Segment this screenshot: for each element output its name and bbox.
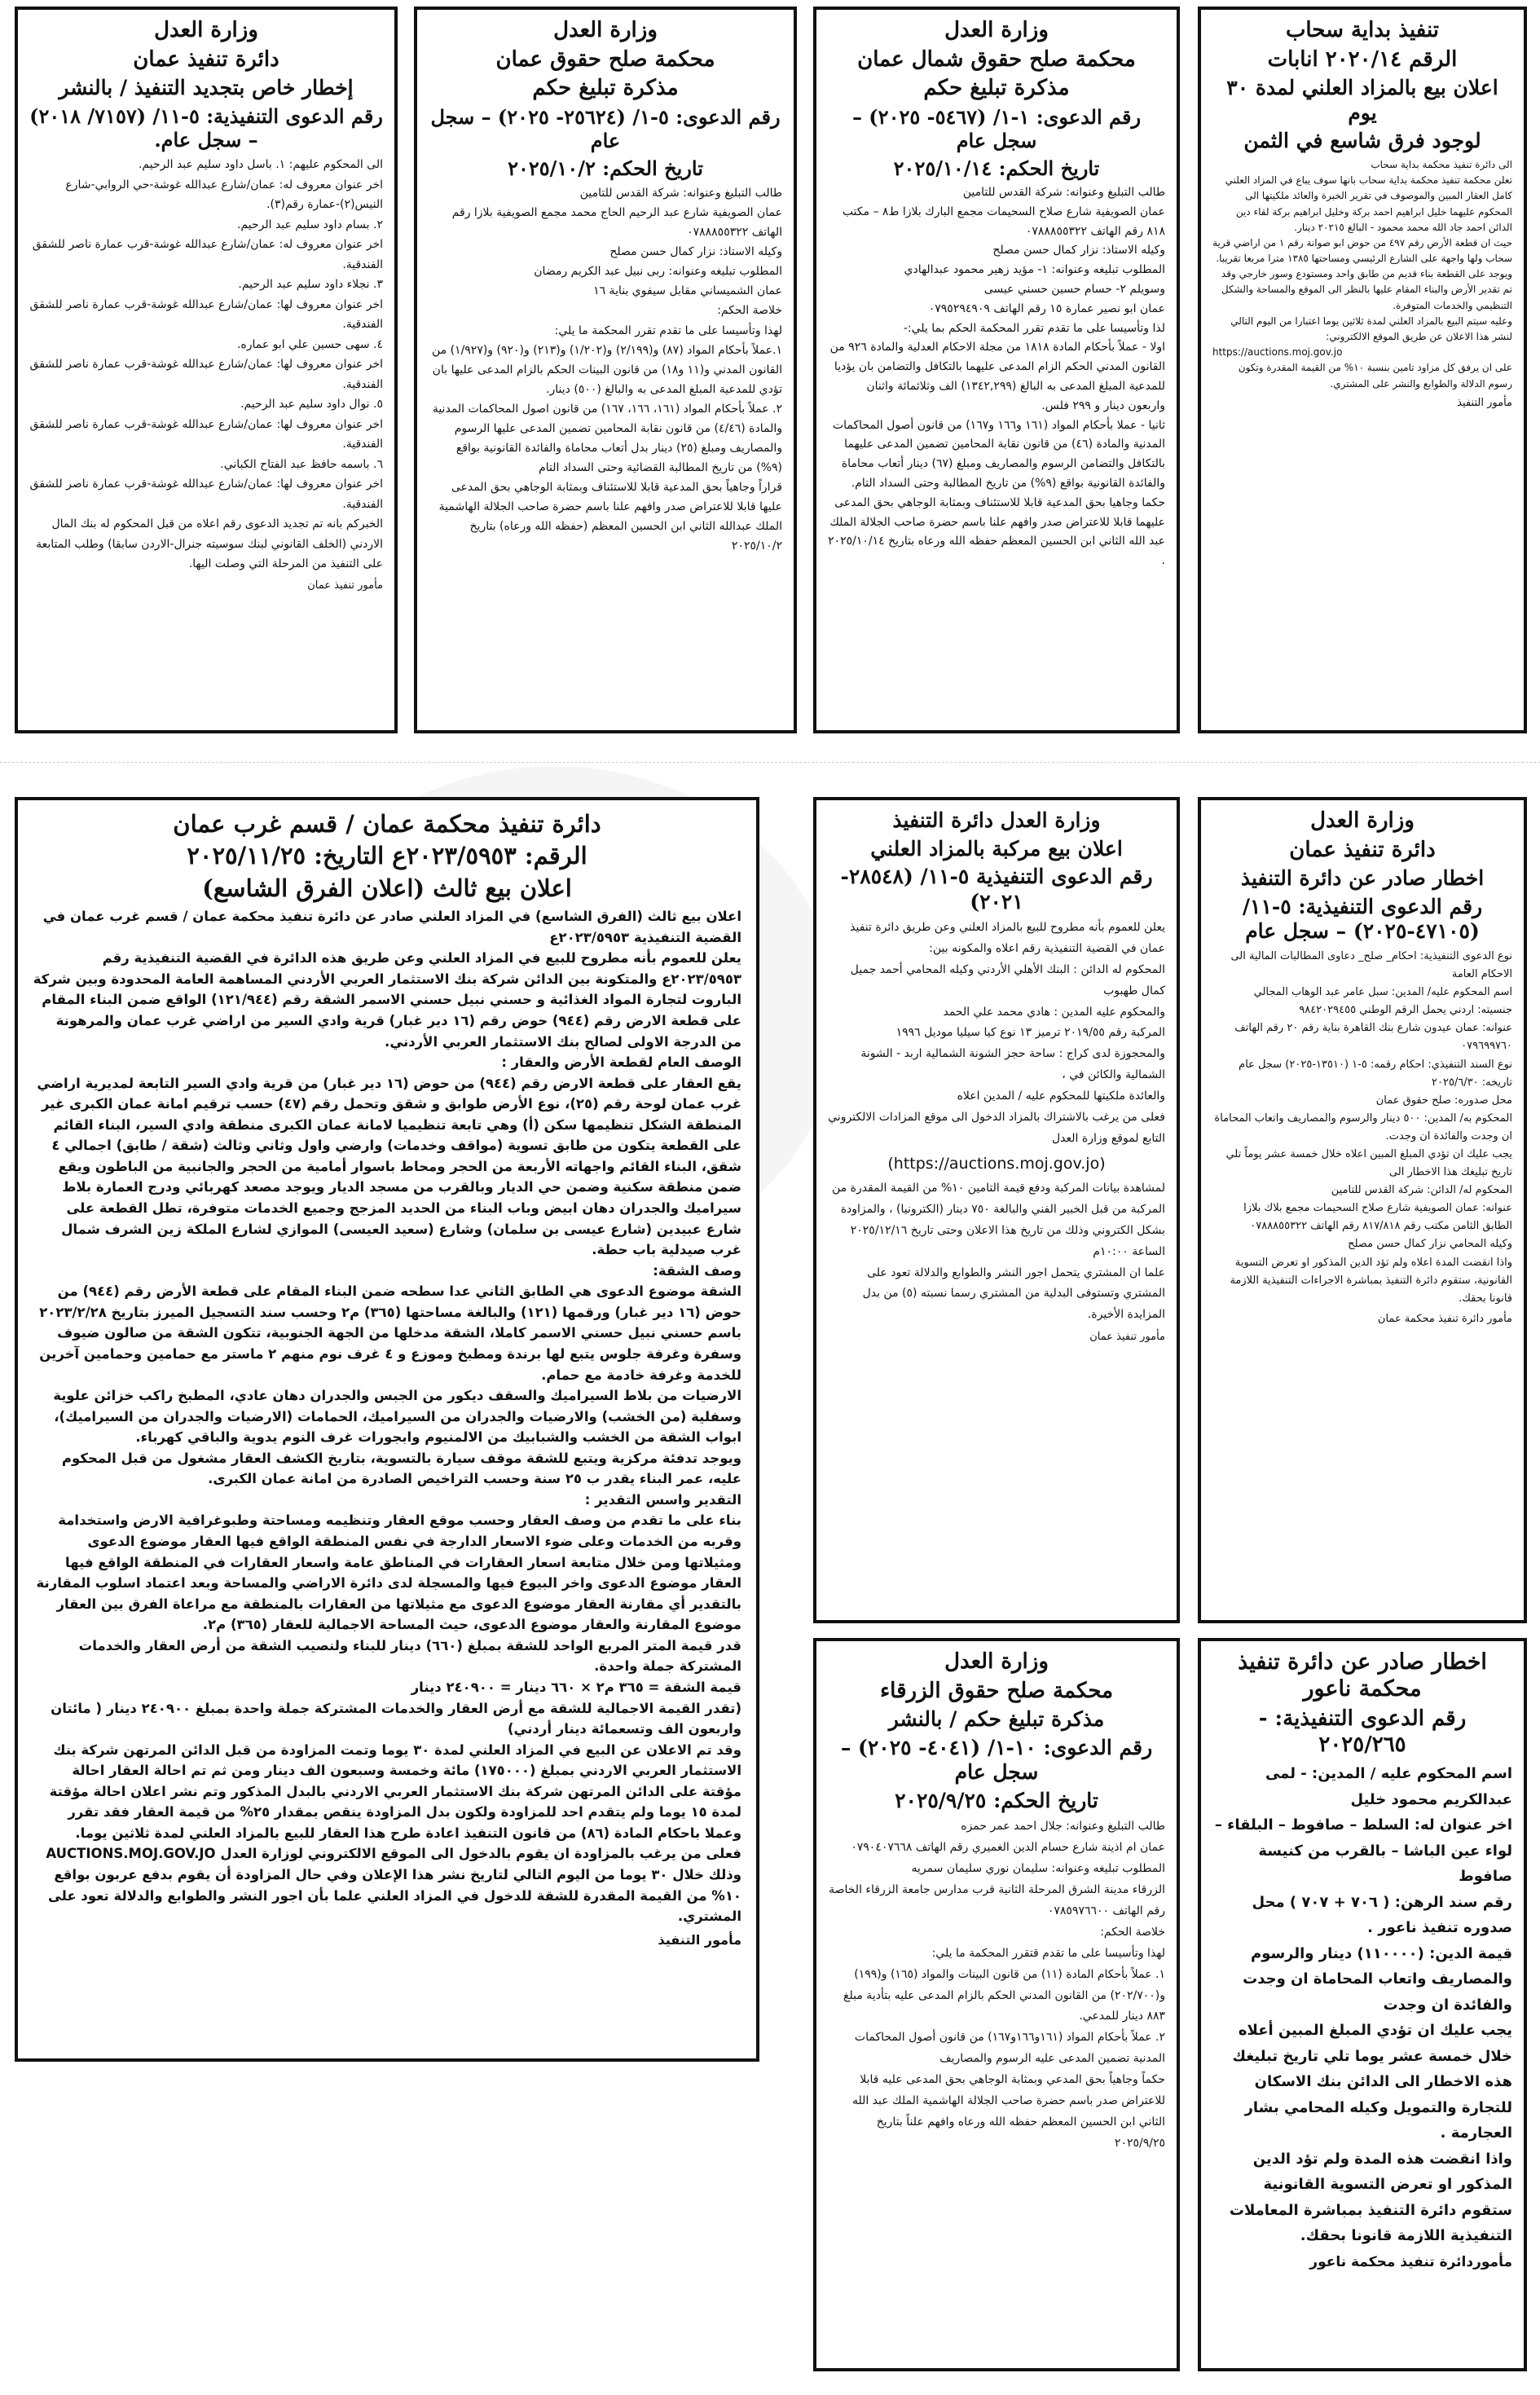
notice-line: يقع العقار على قطعة الارض رقم (٩٤٤) من حوض (١٦ دير غبار) من قرية وادي السير التابعة لمديرية اراضي غرب عمان لوحة رقم (٢٥)، نوع الأرض طوابق و شقق وتحمل رقم (٤٧) حسب ترقيم امانة عمان الكبرى غير المنطقة الشكل تنظيمها سكن (أ) وهي تابعة تنظيميا لامانة عمان الكبرى منطقة وادي السير، البناء القائم على القطعة يتكون من طابق تسوية (مواقف وخدمات) وارضي واول وثاني وثالث (شقة / طابق) اجمالي ٤ شقق، البناء القائم واجهاته الأربعة من الحجر ومحاط باسوار أمامية من الحجر والجانبية من الباطون ويقع ضمن منطقة سكنية وضمن حي الديار وبالقرب من مسجد الديار ويوجد مصعد كهربائي ودرج العمارة بلاط سيراميك والجدران دهان ابيض وباب البناء من الحديد المزجج وجميع الخدمات متوفرة، تطل القطعة على شارع عبيدين (شارع عيسى بن سلمان) وشارع (سعيد العيسى) الموازي لشارع الملكة زين الشرف شمال غرب صيدلية باب حطة. [37, 1075, 741, 1258]
notice-line: اولا - عملاً بأحكام المادة ١٨١٨ من مجلة الاحكام العدلية والمادة ٩٢٦ من القانون المدني الحكم الزام المدعى عليهما بالتكافل والتضامن بان يؤديا للمدعية المبلغ المدعى به البالغ (١٣٤٢,٢٩٩) الف وثلاثمائة واثنان واربعون دينار و ٢٩٩ فلس. [829, 341, 1165, 412]
notice-line: المطلوب تبليغه وعنوانه: ربى نبيل عبد الكريم رمضان [534, 265, 782, 279]
notice-line: يجب عليك ان تؤدي المبلغ المبين أعلاه خلال خمسة عشر يوما تلي تاريخ تبليغك هذه الاخطار الى الدائن بنك الاسكان للتجارة والتمويل وكيله المحامي بشار العجارمة . [1232, 2022, 1512, 2142]
notice-line: عمان الشميساني مقابل سيفوي بناية ١٦ [593, 284, 782, 298]
notice-line: الزرقاء مدينة الشرق المرحلة الثانية قرب مدارس جامعة الزرقاء الخاصة رقم الهاتف ٠٧٨٥٩٧٦٦٠٠ [829, 1883, 1165, 1917]
notice-box [414, 7, 797, 733]
notice-line: اعلان بيع ثالث (الفرق الشاسع) في المزاد العلني صادر عن دائرة تنفيذ محكمة عمان / قسم غرب عمان في القضية التنفيذية ٢٠٢٣/٥٩٥٣ع [42, 909, 741, 945]
notice-line: بناء على ما تقدم من وصف العقار وحسب موقع العقار وتنظيمه ومساحتة وطبوغرافية الارض واستخدامة وقربه من الخدمات وعلى ضوء الاسعار الدارجة في نفس المنطقة الواقع فيها العقار موضوع الدعوى ومثيلاتها ومن خلال متابعة اسعار العقارات في المناطق عامة واسعار العقارات في المنطقة الواقع فيها العقار موضوع الدعوى واخر البيوع فيها والمسجلة لدى دائرة الاراضي والمساحة وبعد اعتماد اسلوب المقارنة بالتقدير أي مقارنة العقار موضوع الدعوى مع مثيلاتها من العقارات بالمنطقة مع مراعاة الفرق بين العقار موضوع المقارنة والعقار موضوع الدعوى، حيث المساحة الاجمالية للعقار (٣٦٥) م٢. [36, 1512, 741, 1633]
notice-signature: مأمور التنفيذ [658, 1931, 741, 1948]
notice-line: الشقة موضوع الدعوى هي الطابق الثاني عدا سطحه ضمن البناء المقام على قطعة الأرض رقم (٩٤٤) من حوض (١٦ دير غبار) ورقمها (١٢١) والبالغة مساحتها (٣٦٥) م٢ وحسب سند التسجيل الميرز بتاريخ ٢٠٢٣/٢/٢٨ باسم حسني نبيل حسني الاسمر كاملا، الشقة مدخلها من الجهة الجنوبية، تتكون الشقة من صالون ضيوف وسفرة وغرفة جلوس يتبع لها برندة ومطبخ وموزع و ٤ غرف نوم منهم ٢ ماستر مع حمامين وحمامين آخرين للخدمة وغرفة خادمة مع حمام. [39, 1283, 741, 1383]
notice-heading: مذكرة تبليغ حكم [923, 76, 1070, 101]
notice-line: اخر عنوان معروف لها: عمان/شارع عبدالله غوشة-قرب عمارة ناصر للشقق الفندقية. [29, 358, 383, 391]
notice-line: وقد تم الاعلان عن البيع في المزاد العلني لمدة ٣٠ يوما وتمت المزاودة من قبل الدائن المرتهن شركة بنك الاستثمار العربي الاردني بمبلغ (١٧٥٠٠٠) مائة وخمسة وسبعون الف دينار ومن ثم تم احالة العقار احالة مؤقتة على الدائن المرتهن شركة بنك الاستثمار العربي الاردني بالبدل المذكور وتم نشر اعلان احالة مؤقتة لمدة ١٥ يوما ولم يتقدم احد للمزاودة ولكون بدل المزاودة ينقص بمقدار ٢٥% من قيمة العقار فقد تقرر وعملا باحكام المادة (٨٦) من قانون التنفيذ اعادة طرح هذا العقار للبيع بالمزاد العلني لمدة ثلاثين يوما. [49, 1741, 741, 1841]
notice-heading: تاريخ الحكم: ٢٠٢٥/١٠/٢ [508, 156, 703, 180]
notice-line: وكيله المحامي نزار كمال حسن مصلح [1348, 1238, 1512, 1251]
notice-line: والمحجوزة لدى كراج : ساحة حجز الشونة الشمالية اربد - الشونة الشمالية والكائن في ، [860, 1047, 1165, 1082]
notice-line: فعلى من يرغب بالمزاودة ان يقوم بالدخول الى الموقع الالكتروني لوزارة العدل AUCTIONS.MOJ.GOV.JO وذلك خلال ٣٠ يوما من اليوم التالي لتاريخ نشر هذا الإعلان وفي حال المزاودة أن يقوم بدفع عربون بواقع ١٠% من القيمة المقدرة للشقة للدخول في المزاد العلني علما بأن اجور النشر والطوابع والدلالة تعود على المشتري. [46, 1846, 741, 1925]
notice-line: حكماً وجاهياً بحق المدعي وبمثابة الوجاهي بحق المدعى عليه قابلا للاعتراض صدر باسم حضرة صاحب الجلالة الهاشمية الملك عبد الله الثاني ابن الحسين المعظم حفظه الله ورعاه وافهم علناً بتاريخ ٢٠٢٥/٩/٢٥ [851, 2073, 1165, 2150]
notice-line: تعلن محكمة تنفيذ محكمة بداية سحاب بانها سوف يباع في المزاد العلني كامل العقار المبين والموصوف في تقرير الخبرة والعائد ملكيتها الى المحكوم عليهما خليل ابراهيم احمد بركة وخليل ابراهيم بركة لقاء دين الدائن احمد جاد الله محمد محمود - البالغ ٢٠٢١٥ دينار. [1225, 174, 1512, 233]
notice-line: يعلن للعموم بأنه مطروح للبيع في المزاد العلني وعن طريق هذه الدائرة في القضية التنفيذية رقم ٢٠٢٣/٥٩٥٣ع والمتكونة بين الدائن شركة بنك الاستثمار العربي الأردني المساهمة العامة المحدودة وبين شركة الباروت لتجارة المواد الغذائية و حسني نبيل حسني الاسمر الشقة رقم (١٢١/٩٤٤) الواقع ضمن البناء المقام على قطعة الارض رقم (٩٤٤) حوض رقم (١٦ دير غبار) قرية وادي السير من اراضي غرب عمان والمرهونة من الدرجة الاولى لصالح بنك الاستثمار العربي الأردني. [33, 950, 741, 1050]
notice-heading: لوجود فرق شاسع في الثمن [1243, 129, 1481, 153]
notice-heading: وزارة العدل [553, 18, 658, 42]
notice-line: عمان الصويفية شارع عبد الرحيم الحاج محمد مجمع الصويفية بلازا رقم الهاتف ٠٧٨٨٨٥٥٣٢٢ [451, 206, 782, 240]
notice-line: نوع الدعوى التنفيذية: احكام_ صلح_ دعاوى المطالبات المالية الى الاحكام العامة [1230, 949, 1512, 981]
notice-line: محل صدوره: صلح حقوق عمان [1375, 1094, 1512, 1107]
notice-heading: الرقم ٢٠٢٠/١٤ انابات [1267, 46, 1458, 72]
notice-line: نوع السند التنفيذي: احكام رقمه: ٥-١ (١٣٥١٠-٢٠٢٥) سجل عام [1239, 1058, 1512, 1071]
notice-line: اسم المحكوم عليه/ المدين: سبل عامر عبد الوهاب المجالي [1253, 986, 1512, 999]
notice-line: قدر قيمة المتر المربع الواحد للشقة بمبلغ (٦٦٠) دينار للبناء ولنصيب الشقة من أرض العقار والخدمات المشتركة جملة واحدة. [78, 1637, 741, 1675]
notice-box [1198, 797, 1527, 1623]
notice-line: تاريخه: ٢٠٢٥/٦/٣٠ [1432, 1076, 1512, 1089]
notice-line: ويوجد تدفئة مركزية ويتبع للشقة موقف سيارة بالتسوية، بتاريخ الكشف العقار مشغول من قبل المحكوم عليه، عمر البناء يقدر ب ٢٥ سنة وحسب التراخيص الصادرة من امانة عمان الكبرى. [61, 1450, 741, 1487]
notice-heading: مذكرة تبليغ حكم [532, 76, 679, 101]
notice-line: لذا وتأسيسا على ما تقدم تقرر المحكمة الحكم بما يلي:- [903, 321, 1165, 335]
notice-line: الى دائرة تنفيذ محكمة بداية سحاب [1371, 158, 1512, 170]
notice-heading: اعلان بيع بالمزاد العلني لمدة ٣٠ يوم [1226, 76, 1498, 125]
notice-signature: مأمور دائرة تنفيذ محكمة عمان [1377, 1312, 1512, 1325]
notice-line: وسويلم ٢- حسام حسين حسني عيسى [983, 282, 1165, 296]
notice-signature: مأمور تنفيذ عمان [1089, 1331, 1165, 1344]
notice-line: يجب عليك ان تؤدي المبلغ المبين اعلاه خلال خمسة عشر يوماً تلي تاريخ تبليغك هذا الاخطار الى [1225, 1147, 1512, 1179]
notice-heading: الرقم: ٢٠٢٣/٥٩٥٣ع التاريخ: ٢٠٢٥/١١/٢٥ [187, 842, 587, 870]
notice-line: ٦. باسمه حافظ عبد الفتاح الكباني. [220, 457, 383, 471]
notice-heading: اعلان بيع ثالث (اعلان الفرق الشاسع) [202, 874, 572, 902]
notice-heading: رقم الدعوى: ٥-١/ (٢٥٦٢٤- ٢٠٢٥) – سجل عام [430, 105, 781, 153]
notice-line: عمان الصويفية شارع صلاح السحيمات مجمع البارك بلازا ط٨ – مكتب ٨١٨ رقم الهاتف ٠٧٨٨٨٥٥٣٢٢ [842, 205, 1165, 238]
notice-line: اخر عنوان معروف لها: عمان/شارع عبدالله غوشة-قرب عمارة ناصر للشقق الفندقية. [29, 297, 383, 332]
notice-line: ٢. عملاً بأحكام المواد (١٦١و١٦٦و١٦٧) من قانون أصول المحاكمات المدنية تضمين المدعى عليه الرسوم والمصاريف [854, 2031, 1165, 2066]
notice-line: على ان يرفق كل مزاود تامين بنسبة ١٠% من القيمة المقدرة وتكون رسوم الدلالة والطوابع والنشر على المشتري. [1238, 362, 1512, 390]
notice-line: ٥. نوال داود سليم عبد الرحيم. [240, 398, 383, 412]
notice-signature: مأمور التنفيذ [1457, 396, 1512, 409]
notice-line: قيمة الشقة = ٣٦٥ م٢ × ٦٦٠ دينار = ٢٤٠٩٠٠ دينار [411, 1679, 741, 1695]
notice-box [15, 7, 398, 733]
notice-line: طالب التبليغ وعنوانه: شركة القدس للتامين [579, 186, 782, 200]
notice-line: (https://auctions.moj.gov.jo) [887, 1154, 1106, 1173]
notice-heading: اخطار صادر عن دائرة التنفيذ [1240, 866, 1485, 891]
notice-heading: وزارة العدل [944, 18, 1049, 42]
notice-line: وصف الشقة: [653, 1262, 741, 1279]
notice-line: الى المحكوم عليهم: ١. باسل داود سليم عبد الرحيم. [138, 158, 383, 172]
notice-line: اخر عنوان له: السلط – صافوط – البلقاء – لواء عين الباشا – بالقرب من كنيسة صافوط [1214, 1816, 1512, 1886]
notice-line: التقدير واسس التقدير : [584, 1491, 741, 1508]
notice-line: اخر عنوان معروف لها: عمان/شارع عبدالله غوشة-قرب عمارة ناصر للشقق الفندقية. [29, 417, 383, 451]
notice-heading: دائرة تنفيذ عمان [1289, 837, 1436, 862]
notice-box [813, 1638, 1180, 2371]
notice-line: عمان ام اذينة شارع حسام الدين الغميري رقم الهاتف ٠٧٩٠٤٠٧٦٦٨ [851, 1841, 1165, 1855]
notice-line: وعليه سيتم البيع بالمزاد العلني لمدة ثلاثين يوما اعتبارا من اليوم التالي لنشر هذا الاعلان عن طريق الموقع الالكتروني: [1230, 315, 1512, 342]
notice-line: والمحكوم عليه المدين : هادي محمد علي الحمد [943, 1005, 1165, 1019]
notice-box [813, 797, 1180, 1623]
notice-line: فعلى من يرغب بالاشتراك بالمزاد الدخول الى موقع المزادات الالكتروني التابع لموقع وزارة العدل [828, 1111, 1165, 1145]
notice-heading: تنفيذ بداية سحاب [1285, 18, 1440, 42]
notice-line: طالب التبليغ وعنوانه: شركة القدس للتامين [962, 185, 1165, 199]
notice-line: علما ان المشتري يتحمل اجور النشر والطوابع والدلالة تعود على المشتري وتستوفى البدلية من المشتري رسما نسبته (٥) من بدل المزايدة الأخيرة. [862, 1266, 1165, 1322]
notice-line: (تقدر القيمة الاجمالية للشقة مع أرض العقار والخدمات المشتركة جملة واحدة بمبلغ ٢٤٠٩٠٠ دينار ( مائتان واربعون الف وتسعمائة دينار أردني) [51, 1700, 741, 1737]
notice-line: قراراً وجاهياً بحق المدعية قابلا للاستئناف وبمثابة الوجاهي بحق المدعى عليها قابلا للاعتراض صدر وافهم علنا باسم حضرة صاحب الجلالة الهاشمية الملك عبدالله الثاني ابن الحسين المعظم (حفظه الله ورعاه) بتاريخ ٢٠٢٥/١٠/٢ [438, 481, 782, 553]
notice-line: ١. عملاً بأحكام المادة (١١) من قانون البينات والمواد (١٦٥) و(١٩٩) و(٢٠٢/٧٠٠) من القانون المدني الحكم بالزام المدعى عليه بتأدية مبلغ ٨٨٣ دينار للمدعي. [843, 1967, 1165, 2023]
notice-line: اسم المحكوم عليه / المدين: - لمى عبدالكريم محمود خليل [1265, 1765, 1512, 1808]
notice-line: وكيله الاستاذ: نزار كمال حسن مصلح [609, 245, 782, 259]
notice-heading: إخطار خاص بتجديد التنفيذ / بالنشر [59, 76, 354, 100]
notice-line: لهذا وتأسيسا على ما تقدم قتقرر المحكمة ما يلي: [931, 1946, 1165, 1960]
notice-line: اخر عنوان معروف لها: عمان/شارع عبدالله غوشة-قرب عمارة ناصر للشقق الفندقية. [29, 478, 383, 511]
notice-line: المحكوم له الدائن : البنك الأهلي الأردني وكيله المحامي أحمد جميل كمال طهبوب [850, 962, 1165, 997]
notice-heading: وزارة العدل [154, 18, 258, 42]
notice-line: حيث ان قطعة الأرض رقم ٤٩٧ من حوض ابو صوانة رقم ١ من اراضي قرية سحاب ولها واجهة على الشارع الرئيسي ومساحتها ١٣٨٥ مترا مربعا تقريبا. [1212, 236, 1512, 265]
notice-heading: دائرة تنفيذ محكمة عمان / قسم غرب عمان [173, 810, 601, 838]
notice-line: قيمة الدين: (١١٠٠٠٠) دينار والرسوم والمصاريف واتعاب المحاماة ان وجدت والفائدة ان وجدت [1243, 1944, 1512, 2014]
notice-heading: رقم الدعوى التنفيذية ٥-١١/ (٢٨٥٤٨- ٢٠٢١) [840, 865, 1153, 914]
notice-heading: مذكرة تبليغ حكم / بالنشر [888, 1707, 1105, 1732]
notice-line: المحكوم له/ الدائن: شركة القدس للتامين [1331, 1184, 1512, 1197]
notice-line: حكما وجاهيا بحق المدعية قابلا للاستئناف وبمثابة الوجاهي بحق المدعى عليهما قابلا للاعتراض صدر وافهم علنا باسم حضرة صاحب الجلالة الملك عبد الله الثاني ابن الحسين المعظم حفظه الله ورعاه بتاريخ ٢٠٢٥/١٠/١٤ . [828, 495, 1165, 568]
notice-line: المركبة رقم ٢٠١٩/٥٥ ترميز ١٣ نوع كيا سيليا موديل ١٩٩٦ [895, 1026, 1165, 1040]
notice-line: خلاصة الحكم: [1100, 1925, 1165, 1939]
notice-heading: رقم الدعوى التنفيذية: ٥-١١/ (٤٧١٠٥-٢٠٢٥) – سجل عام [1242, 894, 1483, 944]
notice-box [15, 797, 759, 2062]
notice-line: عنوانه: عمان عيدون شارع بنك القاهرة بناية رقم ٢٠ رقم الهاتف ٠٧٩٦٩٩٧٦٠ [1234, 1022, 1512, 1053]
notice-line: ثانيا - عملا بأحكام المواد (١٦١ و١٦٦ و١٦٧) من قانون أصول المحاكمات المدنية والمادة (٤٦) من قانون نقابة المحامين تضمين المدعى عليهما بالتكافل والتضامن الرسوم والمصاريف ومبلغ (٦٧) دينار أتعاب محاماة والفائدة القانونية بواقع (٩%) من تاريخ المطالبة وحتى السداد التام. [832, 418, 1165, 490]
notice-line: ٤. سهى حسين علي ابو عماره. [236, 337, 383, 351]
notice-heading: رقم الدعوى التنفيذية: - ٢٠٢٥/٢٦٥ [1258, 1706, 1467, 1757]
notice-heading: اعلان بيع مركبة بالمزاد العلني [870, 836, 1123, 861]
notice-line: الارضيات من بلاط السيراميك والسقف ديكور من الجبس والجدران دهان عادي، المطبخ راكب خزائن علوية وسفلية (من الخشب) والارضيات والجدران من السيراميك، الحمامات (الارضيات والجدران من السيراميك)، ابواب الشقة من الخشب والشبابيك من الالمنيوم وابجورات غرف النوم يدوية والباقي كهرباء. [53, 1388, 741, 1446]
notice-line: لهذا وتأسيسا على ما تقدم تقرر المحكمة ما يلي: [554, 324, 782, 337]
notice-heading: دائرة تنفيذ عمان [133, 46, 279, 72]
notice-heading: رقم الدعوى التنفيذية: ٥-١١/ (٧١٥٧/ ٢٠١٨) – سجل عام. [29, 103, 383, 152]
notice-line: والعائدة ملكيتها للمحكوم عليه / المدين اعلاه [957, 1090, 1165, 1103]
notice-line: الوصف العام لقطعة الأرض والعقار : [501, 1054, 741, 1071]
notice-line: https://auctions.moj.gov.jo [1212, 346, 1343, 359]
notice-box [1198, 7, 1527, 733]
notice-heading: رقم الدعوى: ١٠-١/ (٤٠٤١- ٢٠٢٥) – سجل عام [840, 1735, 1153, 1785]
notice-line: ويوجد على القطعة بناء قديم من طابق واحد ومستودع وسور خارجي وقد تم تقدير الأرض والبناء المقام عليها بالنظر الى الموقع والمساحة والشكل التنظيمي والخدمات المتوفرة. [1221, 268, 1512, 311]
notice-line: لمشاهدة بيانات المركبة ودفع قيمة التامين ١٠% من القيمة المقدرة من المركبة من قبل الخبير الفني والبالغة ٧٥٠ دينار (الكترونيا) ، والمزاودة بشكل الكتروني وذلك من تاريخ هذا الاعلان وحتى تاريخ ٢٠٢٥/١٢/١٦ الساعة ١٠:٠٠م [832, 1181, 1165, 1258]
notice-line: عمان ابو نصير عمارة ١٥ رقم الهاتف ٠٧٩٥٢٩٤٩٠٩ [928, 302, 1165, 315]
notice-line: ٢. عملاً بأحكام المواد (١٦١، ١٦٦، ١٦٧) من قانون اصول المحاكمات المدنية والمادة (٤/٤٦) من قانون نقابة المحامين تضمين المدعى عليها الرسوم والمصاريف ومبلغ (٢٥) دينار بدل أتعاب محاماة والفائدة القانونية بواقع (٩%) من تاريخ المطالبة القضائية وحتى السداد التام [432, 402, 782, 475]
notice-heading: تاريخ الحكم: ٢٠٢٥/١٠/١٤ [893, 156, 1100, 180]
notice-heading: تاريخ الحكم: ٢٠٢٥/٩/٢٥ [895, 1788, 1098, 1812]
notice-line: ٣. نجلاء داود سليم عبد الرحيم. [238, 278, 383, 292]
notice-line: المطلوب تبليغه وعنوانه: سليمان نوري سليمان سمريه [911, 1862, 1165, 1876]
notice-line: المطلوب تبليغه وعنوانه: ١- مؤيد زهير محمود عبدالهادي [904, 263, 1165, 277]
page-divider [0, 762, 1540, 763]
notice-heading: وزارة العدل [1310, 808, 1415, 833]
notice-line: طالب التبليغ وعنوانه: جلال احمد عمر حمزه [961, 1820, 1165, 1834]
notice-line: ٢. بسام داود سليم عبد الرحيم. [236, 218, 383, 231]
notice-heading: وزارة العدل دائرة التنفيذ [892, 808, 1101, 832]
notice-signature: مأموردائرة تنفيذ محكمة ناعور [1309, 2253, 1512, 2270]
notice-heading: وزارة العدل [944, 1649, 1049, 1674]
notice-box [813, 7, 1180, 733]
notice-line: رقم سند الرهن: ( ٧٠٦ + ٧٠٧ ) محل صدوره تنفيذ ناعور . [1252, 1893, 1512, 1937]
notice-line: اخر عنوان معروف له: عمان/شارع عبدالله غوشة-حي الروابي-شارع النيس(٢)-عمارة رقم(٣). [65, 178, 383, 212]
notice-line: واذا انقضت هذه المدة ولم تؤد الدين المذكور او تعرض التسوية القانونية ستقوم دائرة التنفيذ بمباشرة المعاملات التنفيذية اللازمة قانونا بحقك. [1229, 2150, 1512, 2245]
notice-line: جنسيته: اردني يحمل الرقم الوطني ٩٨٤٢٠٢٩٤٥٥ [1299, 1004, 1512, 1017]
notice-line: اخر عنوان معروف له: عمان/شارع عبدالله غوشة-قرب عمارة ناصر للشقق الفندقية. [32, 238, 383, 271]
notice-line: ١.عملاً بأحكام المواد (٨٧) و(٢/١٩٩) و(١/٢٠٢) و(٢١٣) و(٩٢٠) و(١/٩٢٧) من القانون المدني و(١١ و١٨) من قانون البينات الحكم بالزام المدعى عليها بان تؤدي للمدعية المبلغ المدعى به والبالغ (٥٠٠) دينار. [431, 343, 782, 396]
notice-heading: محكمة صلح حقوق الزرقاء [879, 1678, 1114, 1703]
notice-line: خلاصة الحكم: [717, 304, 782, 318]
notice-signature: مأمور تنفيذ عمان [307, 579, 383, 592]
notice-line: واذا انقضت المدة اعلاه ولم تؤد الدين المذكور او تعرض التسوية القانونية، ستقوم دائرة التنفيذ بمباشرة الاجراءات التنفيذية اللازمة قانونا بحقك. [1230, 1256, 1512, 1305]
notice-heading: رقم الدعوى: ١-١/ (٥٤٦٧- ٢٠٢٥) – سجل عام [851, 105, 1142, 153]
notice-line: المحكوم به/ المدين: ٥٠٠ دينار والرسوم والمصاريف واتعاب المحاماة ان وجدت والفائدة ان وجدت. [1214, 1112, 1512, 1142]
notice-line: عنوانه: عمان الصويفية شارع صلاح السحيمات مجمع بلاك بلازا الطابق الثامن مكتب رقم ٨١٧/٨١٨ رقم الهاتف ٠٧٨٨٨٥٥٣٢٢ [1243, 1202, 1512, 1233]
notice-heading: محكمة صلح حقوق عمان [495, 46, 715, 72]
notice-line: وكيله الاستاذ: نزار كمال حسن مصلح [992, 244, 1165, 258]
notice-heading: اخطار صادر عن دائرة تنفيذ محكمة ناعور [1238, 1649, 1487, 1702]
notice-box [1198, 1638, 1527, 2371]
notice-line: يعلن للعموم بأنه مطروح للبيع بالمزاد العلني وعن طريق دائرة تنفيذ عمان في القضية التنفيذية رقم اعلاه والمكونه بين: [850, 921, 1165, 955]
notice-line: الخبركم بانه تم تجديد الدعوى رقم اعلاه من قبل المحكوم له بنك المال الاردني (الخلف القانوني لبنك سوسيته جنرال-الاردن سابقا) وطلب المتابعة على التنفيذ من المرحلة التي وصلت اليها. [36, 517, 383, 571]
notice-heading: محكمة صلح حقوق شمال عمان [857, 46, 1136, 72]
